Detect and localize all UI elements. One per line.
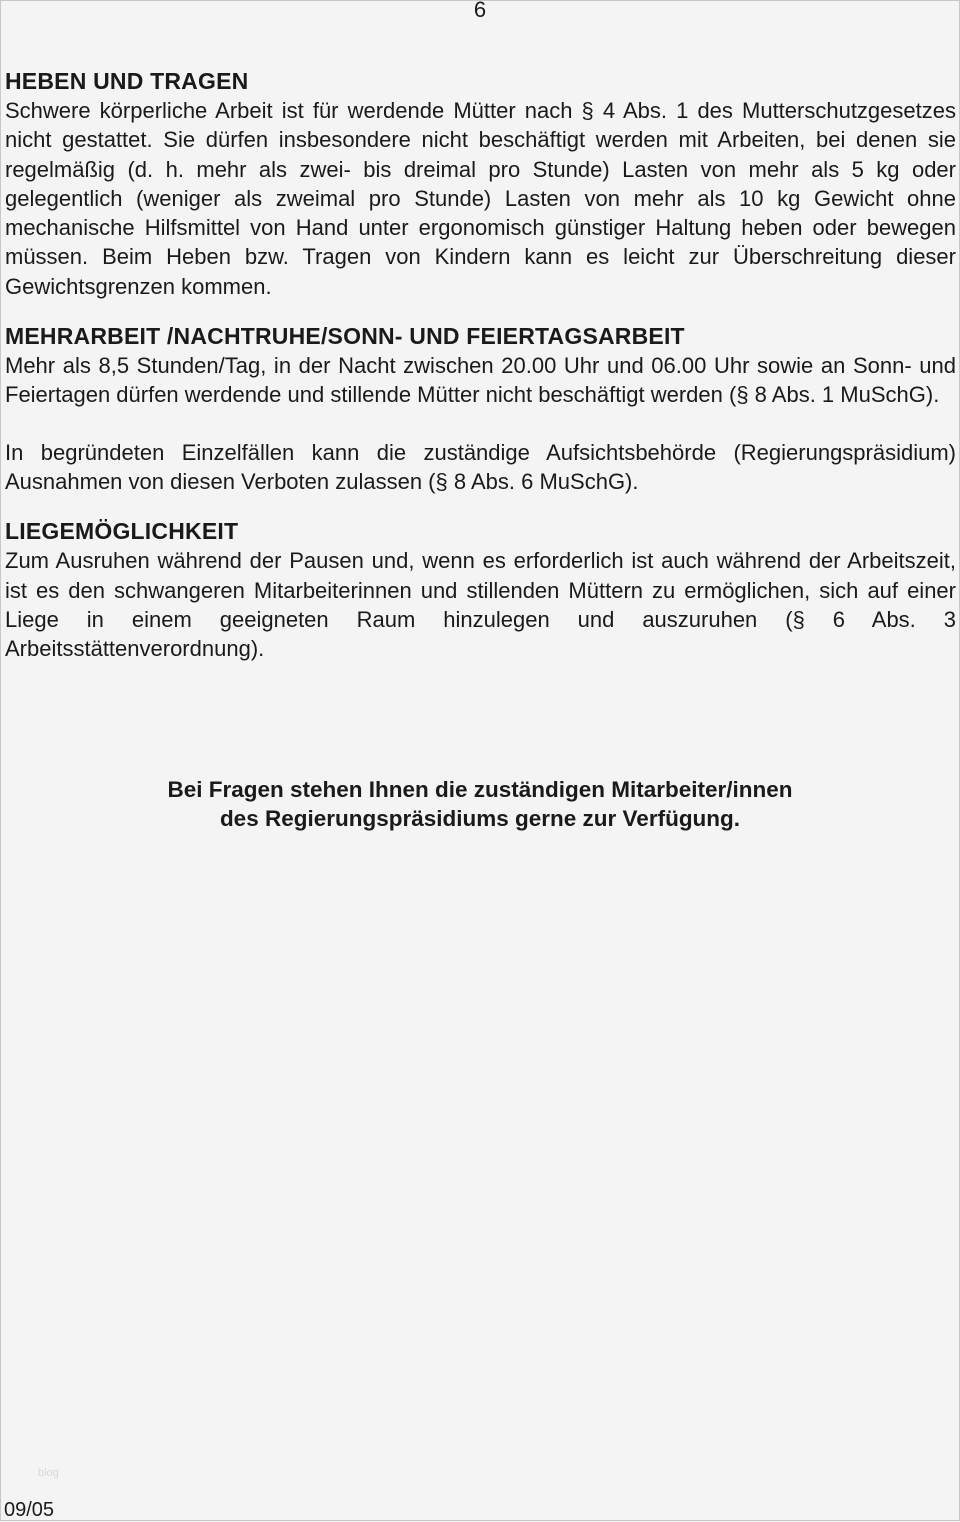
closing-line-2: des Regierungspräsidiums gerne zur Verfügung. — [219, 806, 741, 831]
closing-note — [0, 775, 960, 833]
spacer — [5, 301, 956, 321]
spacer — [5, 496, 956, 516]
paragraph-liegemoeglichkeit: Zum Ausruhen während der Pausen und, wenn es erforderlich ist auch während der Arbeitszeit, ist es den schwangeren Mitarbeiterinnen und stillenden Müttern zu ermöglichen, sich auf einer Liege in einem geeigneten Raum hinzulegen und auszuruhen (§ 6 Abs. 3 Arbeitsstättenverordnung). — [5, 548, 956, 662]
paragraph-heben-und-tragen: Schwere körperliche Arbeit ist für werdende Mütter nach § 4 Abs. 1 des Mutterschutzgesetzes nicht gestattet. Sie dürfen insbesondere nicht beschäftigt werden mit Arbeiten, bei denen sie regelmäßig (d. h. mehr als zwei- bis dreimal pro Stunde) Lasten von mehr als 5 kg oder gelegentlich (weniger als zweimal pro Stunde) Lasten von mehr als 10 kg Gewicht ohne mechanische Hilfsmittel von Hand unter ergonomisch günstiger Haltung heben oder bewegen müssen. Beim Heben bzw. Tragen von Kindern kann es leicht zur Überschreitung dieser Gewichtsgrenzen kommen. — [5, 98, 956, 299]
footer-date: 09/05 — [4, 1499, 55, 1521]
section-heading-liegemoeglichkeit: LIEGEMÖGLICHKEIT — [5, 518, 239, 545]
section-heading-mehrarbeit: MEHRARBEIT /NACHTRUHE/SONN- UND FEIERTAGSARBEIT — [5, 323, 685, 350]
paragraph-mehrarbeit-ausnahmen: In begründeten Einzelfällen kann die zuständige Aufsichtsbehörde (Regierungspräsidium) Ausnahmen von diesen Verboten zulassen (§ 8 Abs. 6 MuSchG). — [5, 439, 956, 494]
page-number: 6 — [473, 0, 487, 22]
paragraph-mehrarbeit-verbot: Mehr als 8,5 Stunden/Tag, in der Nacht zwischen 20.00 Uhr und 06.00 Uhr sowie an Sonn- und Feiertagen dürfen werdende und stillende Mütter nicht beschäftigt werden (§ 8 Abs. 1 MuSchG). — [5, 353, 956, 408]
section-heading-heben-und-tragen: HEBEN UND TRAGEN — [5, 68, 249, 94]
document-body — [5, 66, 956, 663]
spacer — [5, 410, 956, 438]
watermark: blog — [38, 1467, 59, 1479]
closing-line-1: Bei Fragen stehen Ihnen die zuständigen Mitarbeiter/innen — [167, 777, 793, 802]
